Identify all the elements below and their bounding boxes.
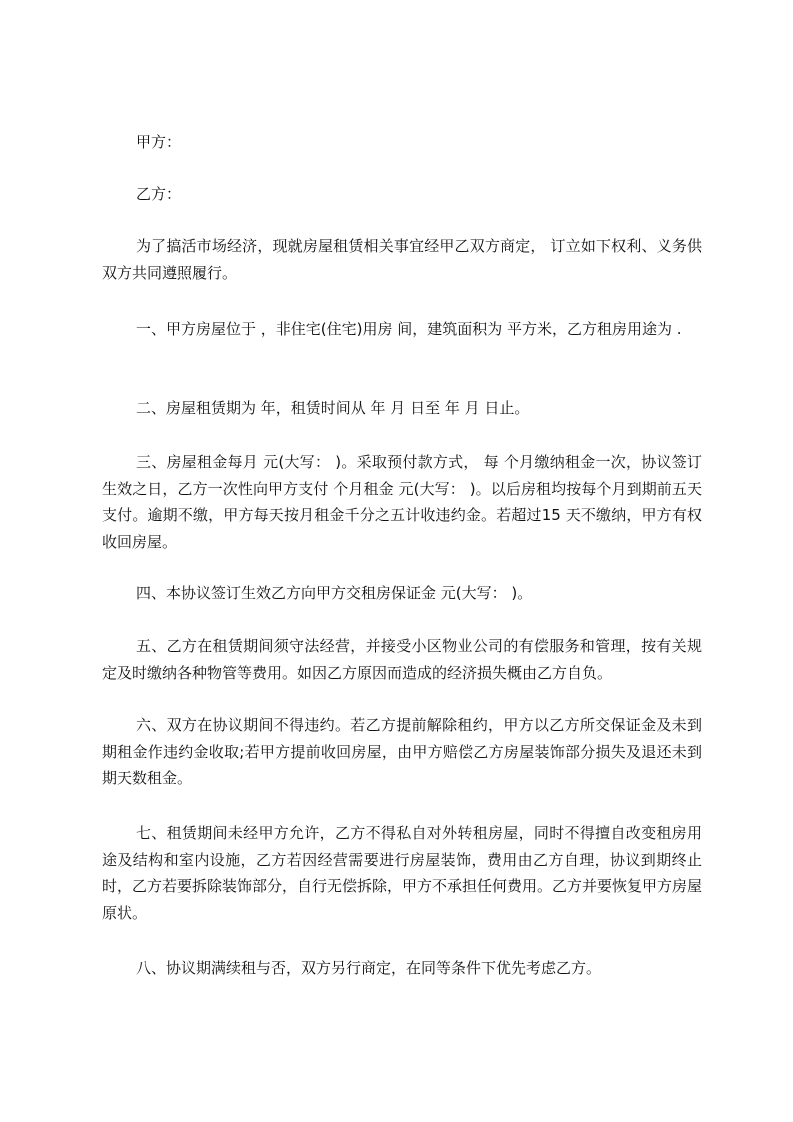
clause-3: 三、房屋租金每月 元(大写： )。采取预付款方式， 每 个月缴纳租金一次，协议签订生效之日，乙方一次性向甲方支付 个月租金 元(大写： )。以后房租均按每个月到期前五天支付。逾期不缴，甲方每天按月租金千分之五计收违约金。若超过15 天不缴纳，甲方有权收回房屋。 <box>102 453 702 551</box>
clause-2: 二、房屋租赁期为 年，租赁时间从 年 月 日至 年 月 日止。 <box>136 399 530 417</box>
clause-1: 一、甲方房屋位于 ，非住宅(住宅)用房 间，建筑面积为 平方米，乙方租房用途为 . <box>136 320 682 338</box>
clause-5: 五、乙方在租赁期间须守法经营，并接受小区物业公司的有偿服务和管理，按有关规定及时缴纳各种物管等费用。如因乙方原因而造成的经济损失概由乙方自负。 <box>102 637 702 682</box>
clause-7: 七、租赁期间未经甲方允许，乙方不得私自对外转租房屋，同时不得擅自改变租房用途及结构和室内设施，乙方若因经营需要进行房屋装饰，费用由乙方自理，协议到期终止时，乙方若要拆除装饰部分，自行无偿拆除，甲方不承担任何费用。乙方并要恢复甲方房屋原状。 <box>102 824 703 922</box>
intro-paragraph: 为了搞活市场经济，现就房屋租赁相关事宜经甲乙双方商定， 订立如下权利、义务供双方共同遵照履行。 <box>102 237 702 282</box>
party-b-label: 乙方： <box>136 185 182 203</box>
clause-4: 四、本协议签订生效乙方向甲方交租房保证金 元(大写： )。 <box>136 584 533 602</box>
clause-6: 六、双方在协议期间不得违约。若乙方提前解除租约，甲方以乙方所交保证金及未到期租金作违约金收取;若甲方提前收回房屋，由甲方赔偿乙方房屋装饰部分损失及退还未到期天数租金。 <box>102 716 702 787</box>
clause-8: 八、协议期满续租与否，双方另行商定，在同等条件下优先考虑乙方。 <box>136 959 602 977</box>
party-a-label: 甲方： <box>136 133 182 151</box>
